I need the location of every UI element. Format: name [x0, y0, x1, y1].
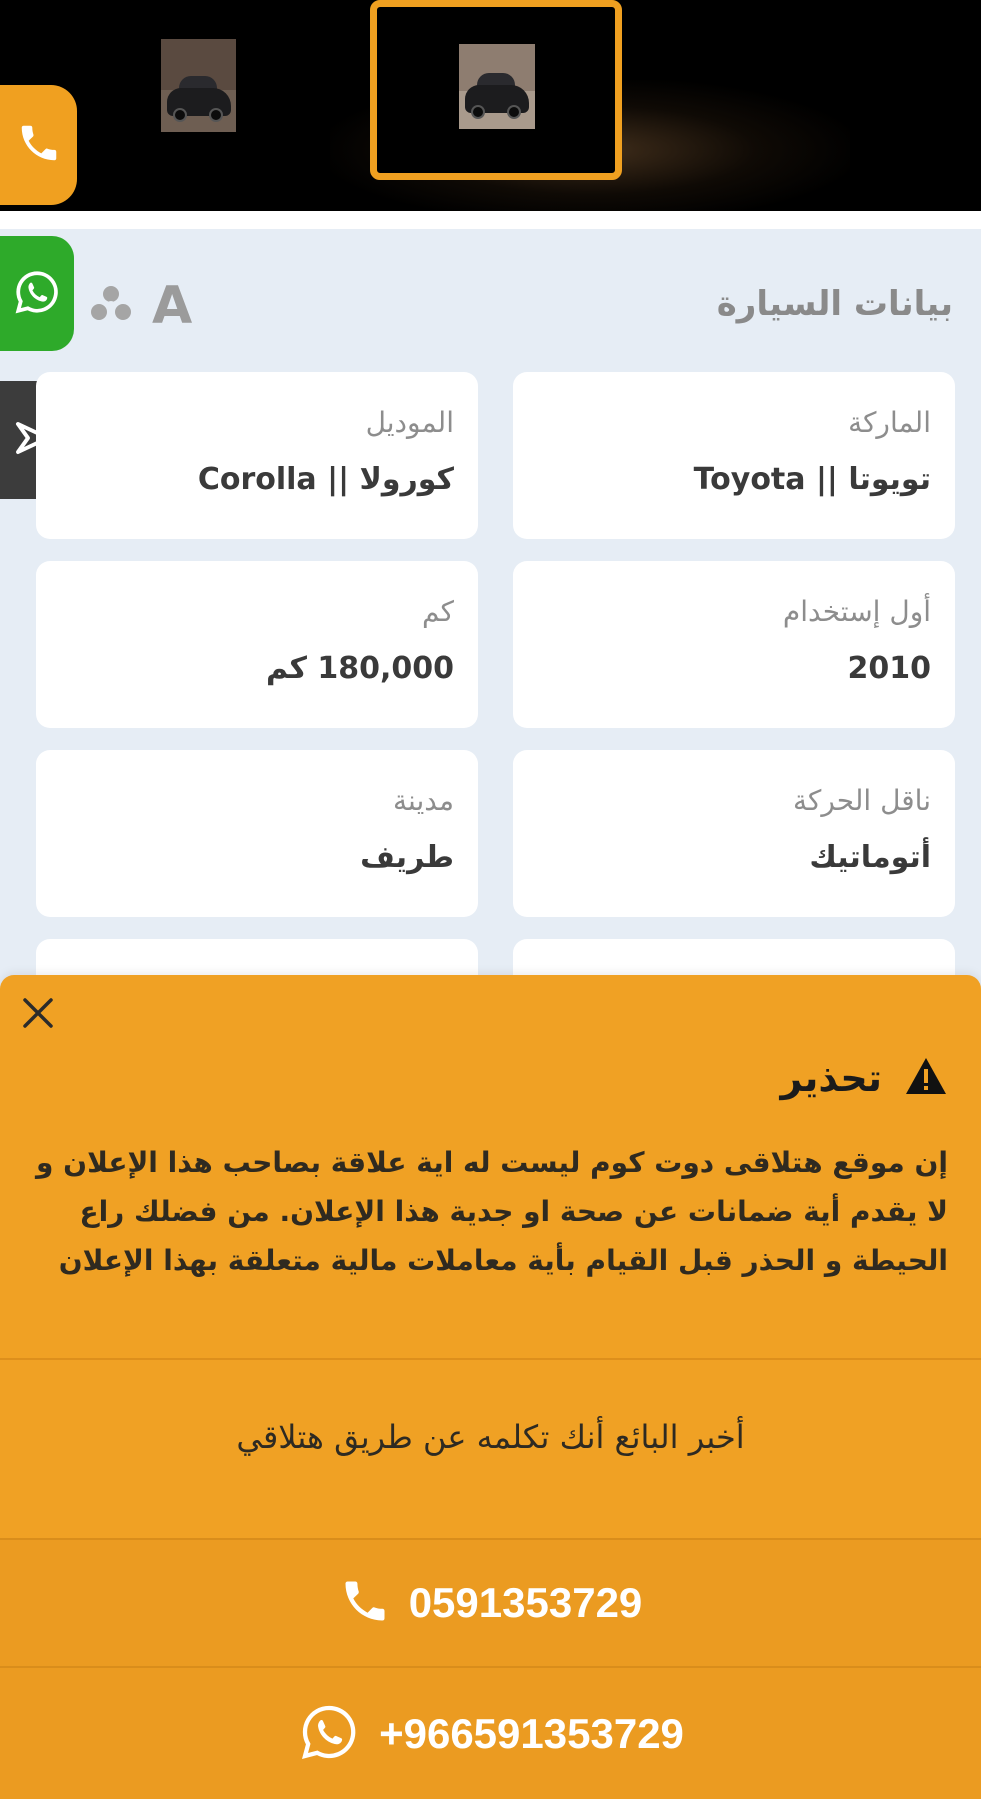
image-gallery — [0, 0, 981, 211]
thumbnail-car-2[interactable] — [459, 44, 535, 129]
spec-label: ناقل الحركة — [793, 784, 931, 817]
close-button[interactable] — [14, 991, 62, 1039]
warning-icon — [904, 1056, 948, 1100]
warning-text: إن موقع هتلاقى دوت كوم ليست له اية علاقة بصاحب هذا الإعلان و لا يقدم أية ضمانات عن صحة او جدية هذا الإعلان. من فضلك راع الحيطة و الحذر قبل القيام بأية معاملات مالية متعلقة بهذا الإعلان — [36, 1146, 948, 1277]
phone-icon — [16, 120, 62, 170]
close-icon — [21, 996, 55, 1034]
spec-label: أول إستخدام — [782, 595, 931, 628]
tell-seller-text: أخبر البائع أنك تكلمه عن طريق هتلاقي — [236, 1418, 745, 1456]
spec-label: الماركة — [848, 406, 931, 439]
spec-card-mileage — [36, 561, 478, 728]
spec-card-city — [36, 750, 478, 917]
translate-icon[interactable] — [88, 282, 134, 330]
spec-label: كم — [422, 595, 454, 628]
whatsapp-icon — [12, 267, 62, 321]
spec-value: تويوتا || Toyota — [693, 462, 931, 497]
section-title: بيانات السيارة — [716, 284, 953, 324]
call-seller-button[interactable] — [0, 1540, 981, 1666]
spec-label: الموديل — [365, 406, 454, 439]
spec-card-first-use — [513, 561, 955, 728]
whatsapp-button[interactable] — [0, 236, 74, 351]
spec-card-brand — [513, 372, 955, 539]
spec-label: مدينة — [393, 784, 454, 817]
spec-card-transmission — [513, 750, 955, 917]
font-size-button[interactable]: A — [152, 276, 193, 336]
warning-header — [780, 1053, 948, 1103]
whatsapp-number: +966591353729 — [379, 1709, 684, 1757]
phone-number: 0591353729 — [408, 1579, 643, 1626]
phone-icon — [339, 1575, 391, 1631]
thumbnail-car-1[interactable] — [161, 39, 236, 132]
call-button[interactable] — [0, 85, 77, 205]
whatsapp-icon — [297, 1700, 361, 1768]
spec-value: 180,000 كم — [265, 651, 454, 686]
divider — [0, 1358, 981, 1360]
spec-value: أتوماتيك — [809, 840, 931, 875]
spec-value: طريف — [360, 840, 454, 875]
spec-value: كورولا || Corolla — [197, 462, 454, 497]
spec-card-model — [36, 372, 478, 539]
warning-title: تحذير — [780, 1056, 882, 1100]
spec-value: 2010 — [847, 651, 931, 686]
gallery-bottom-strip — [0, 211, 981, 229]
whatsapp-seller-button[interactable] — [0, 1668, 981, 1799]
